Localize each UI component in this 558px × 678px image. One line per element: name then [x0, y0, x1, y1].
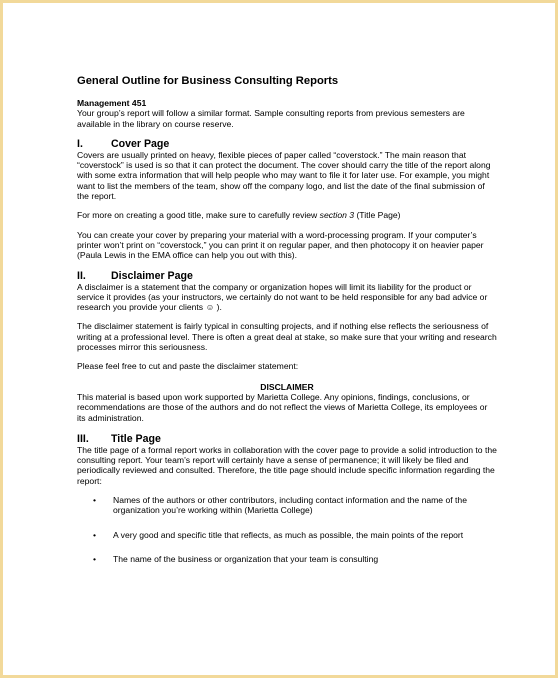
disclaimer-paragraph-1: A disclaimer is a statement that the company or organization hopes will limit its liability for the product or service it provides (as your instructors, we certainly do not want to be held responsible for any bad advice or research you provide your clients ☺ ). — [77, 281, 488, 313]
section-title: Cover Page — [111, 137, 170, 150]
section-numeral: II. — [77, 269, 86, 282]
section-heading-disclaimer — [77, 270, 497, 282]
title-page-paragraph: The title page of a formal report works in collaboration with the cover page to provide a solid introduction to the consulting report. Your team’s report will certainly have a sense of permanence; it will likely be filed and periodically reviewed and consulted. Therefore, the title page should include specific information regarding the report: — [77, 444, 497, 486]
disclaimer-paragraph-3: Please feel free to cut and paste the disclaimer statement: — [77, 361, 299, 372]
list-item — [77, 495, 497, 516]
disclaimer-paragraph-2: The disclaimer statement is fairly typical in consulting projects, and if nothing else reflects the seriousness of writing at a professional level. There is often a great deal at stake, so make sure that your writing and research processes mirror this seriousness. — [77, 321, 497, 353]
list-item — [77, 554, 497, 564]
intro-paragraph: Your group’s report will follow a similar format. Sample consulting reports from previous semesters are available in the library on course reserve. — [77, 108, 465, 129]
list-item-text: The name of the business or organization that your team is consulting — [113, 553, 379, 564]
section-numeral: I. — [77, 137, 83, 150]
title-page-requirements-list — [77, 495, 497, 564]
section-heading-title-page — [77, 433, 497, 445]
bullet-icon: • — [93, 529, 97, 540]
section-reference: section 3 — [319, 210, 355, 221]
cover-p2-tail: (Title Page) — [354, 210, 401, 221]
section-heading-cover — [77, 138, 497, 150]
document-title: General Outline for Business Consulting Reports — [77, 75, 339, 87]
list-item — [77, 530, 497, 540]
cover-paragraph-3: You can create your cover by preparing your material with a word-processing program. If your computer’s printer won’t print on “coverstock,” you can print it on regular paper, and then photocopy it on heavier paper (Paula Lewis in the EMA office can help you out with this). — [77, 229, 484, 261]
disclaimer-heading: DISCLAIMER — [260, 381, 314, 392]
bullet-icon: • — [93, 553, 97, 564]
list-item-text: Names of the authors or other contributors, including contact information and the name of the organization you’re working within (Marietta College) — [113, 495, 467, 516]
disclaimer-statement: This material is based upon work supported by Marietta College. Any opinions, findings, conclusions, or recommendations are those of the authors and do not reflect the views of Marietta College, its employees or its administration. — [77, 391, 488, 423]
cover-p2-text: For more on creating a good title, make sure to carefully review — [77, 210, 320, 221]
cover-paragraph-1: Covers are usually printed on heavy, flexible pieces of paper called “coverstock.” The main reason that “coverstock” is used is so that it can protect the document. The cover should carry the title of the report along with some extra information that will help people who may want to file it for later use. For example, you might want to list the members of the team, show off the company logo, and list the date of the final submission of the report. — [77, 149, 491, 202]
section-title: Title Page — [111, 432, 161, 445]
document-page — [77, 75, 497, 578]
cover-paragraph-2 — [77, 210, 497, 220]
bullet-icon: • — [93, 495, 97, 506]
course-name: Management 451 — [77, 98, 147, 108]
section-numeral: III. — [77, 432, 89, 445]
section-title: Disclaimer Page — [111, 269, 193, 282]
list-item-text: A very good and specific title that reflects, as much as possible, the main points of the report — [113, 529, 464, 540]
